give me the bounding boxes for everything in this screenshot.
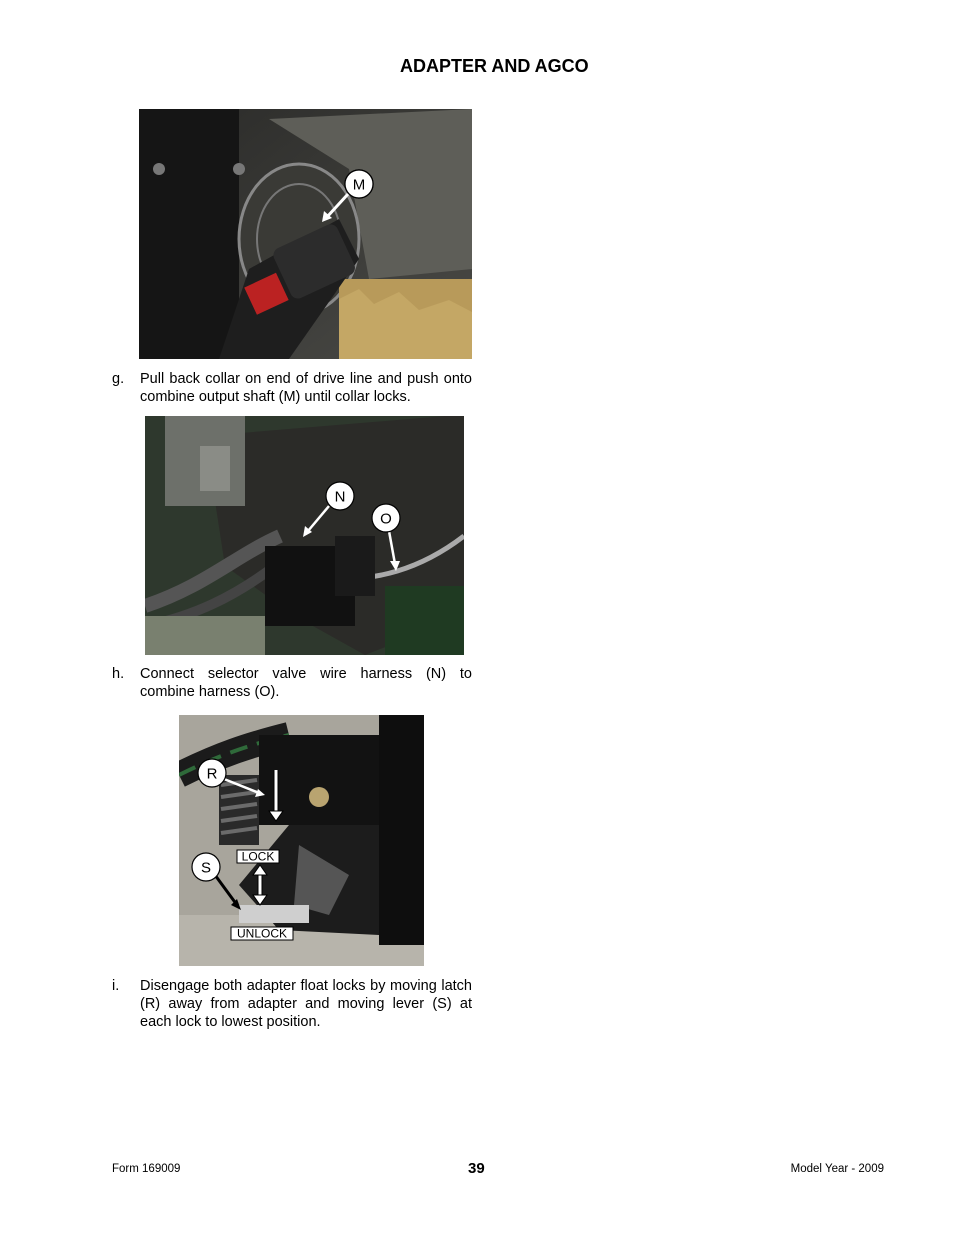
step-text: Connect selector valve wire harness (N) to combine harness (O). — [140, 666, 472, 700]
step-letter: h. — [112, 666, 125, 682]
page-number: 39 — [468, 1160, 485, 1177]
photo-float-locks — [179, 715, 424, 966]
callout-r: R — [206, 765, 218, 783]
footer-form: Form 169009 — [112, 1163, 181, 1175]
photo-drive-line — [139, 109, 472, 359]
callout-n: N — [334, 488, 346, 506]
step-letter: g. — [112, 371, 125, 387]
step-text: Disengage both adapter float locks by moving latch (R) away from adapter and moving lever (S) at each lock to lowest position. — [140, 978, 472, 1030]
callout-o: O — [380, 510, 392, 528]
label-lock: LOCK — [241, 849, 275, 864]
step-h — [112, 665, 472, 701]
step-letter: i. — [112, 978, 120, 994]
step-g — [112, 370, 472, 406]
step-i — [112, 977, 472, 1031]
footer-model-year: Model Year - 2009 — [790, 1163, 884, 1175]
step-text: Pull back collar on end of drive line and push onto combine output shaft (M) until collar locks. — [140, 371, 472, 405]
callout-m: M — [352, 176, 366, 194]
callout-s: S — [200, 859, 212, 877]
page-title: ADAPTER AND AGCO — [400, 56, 589, 76]
photo-wire-harness — [145, 416, 464, 655]
label-unlock: UNLOCK — [236, 926, 288, 941]
